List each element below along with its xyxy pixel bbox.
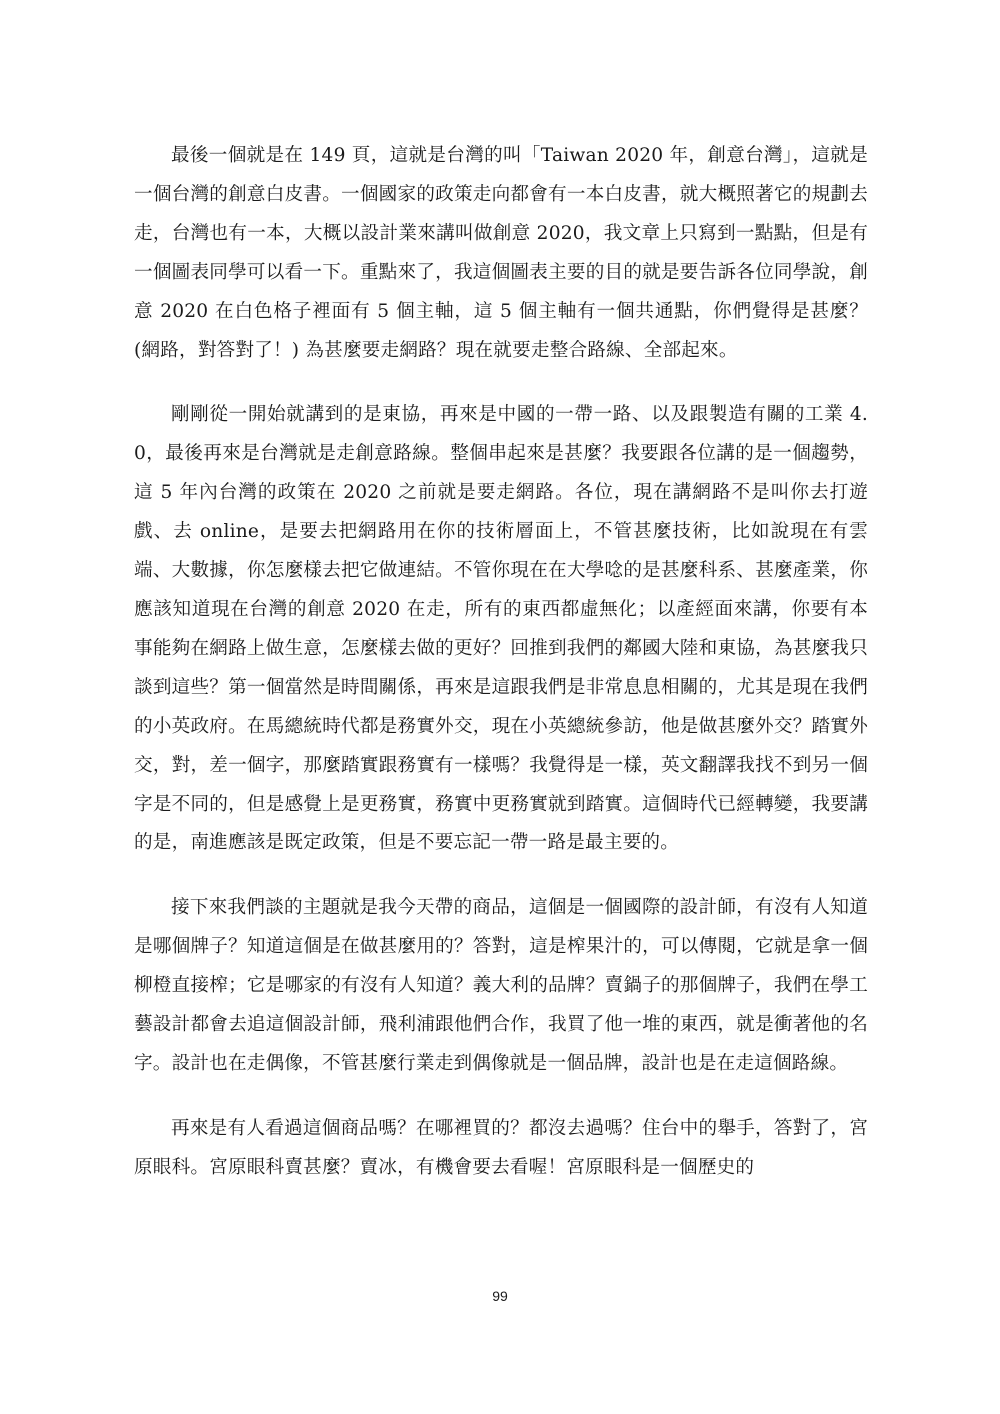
paragraph-4: 再來是有人看過這個商品嗎？在哪裡買的？都沒去過嗎？住台中的舉手，答對了，宮原眼科。宮原眼科賣甚麼？賣冰，有機會要去看喔！宮原眼科是一個歷史的 [134,1117,868,1178]
paragraph-3: 接下來我們談的主題就是我今天帶的商品，這個是一個國際的設計師，有沒有人知道是哪個牌子？知道這個是在做甚麼用的？答對，這是榨果汁的，可以傳閱，它就是拿一個柳橙直接榨；它是哪家的有沒有人知道？義大利的品牌？賣鍋子的那個牌子，我們在學工藝設計都會去追這個設計師，飛利浦跟他們合作，我買了他一堆的東西，就是衝著他的名字。設計也在走偶像，不管甚麼行業走到偶像就是一個品牌，設計也是在走這個路線。 [134,897,868,1074]
paragraph-2: 剛剛從一開始就講到的是東協，再來是中國的一帶一路、以及跟製造有關的工業 4.0，最後再來是台灣就是走創意路線。整個串起來是甚麼？我要跟各位講的是一個趨勢，這 5 年內台灣的政策在 2020 之前就是要走網路。各位，現在講網路不是叫你去打遊戲、去 online，是要去把網路用在你的技術層面上，不管甚麼技術，比如說現在有雲端、大數據，你怎麼樣去把它做連結。不管你現在在大學唸的是甚麼科系、甚麼產業，你應該知道現在台灣的創意 2020 在走，所有的東西都虛無化；以產經面來講，你要有本事能夠在網路上做生意，怎麼樣去做的更好？回推到我們的鄰國大陸和東協，為甚麼我只談到這些？第一個當然是時間關係，再來是這跟我們是非常息息相關的，尤其是現在我們的小英政府。在馬總統時代都是務實外交，現在小英總統參訪，他是做甚麼外交？踏實外交，對，差一個字，那麼踏實跟務實有一樣嗎？我覺得是一樣，英文翻譯我找不到另一個字是不同的，但是感覺上是更務實，務實中更務實就到踏實。這個時代已經轉變，我要講的是，南進應該是既定政策，但是不要忘記一帶一路是最主要的。 [134,404,868,854]
paragraph-1: 最後一個就是在 149 頁，這就是台灣的叫「Taiwan 2020 年，創意台灣」，這就是一個台灣的創意白皮書。一個國家的政策走向都會有一本白皮書，就大概照著它的規劃去走，台灣也有一本，大概以設計業來講叫做創意 2020，我文章上只寫到一點點，但是有一個圖表同學可以看一下。重點來了，我這個圖表主要的目的就是要告訴各位同學說，創意 2020 在白色格子裡面有 5 個主軸，這 5 個主軸有一個共通點，你們覺得是甚麼？(網路，對答對了！) 為甚麼要走網路？現在就要走整合路線、全部起來。 [134,145,868,361]
body-text [134,137,868,1188]
page-number: 99 [492,1288,508,1304]
